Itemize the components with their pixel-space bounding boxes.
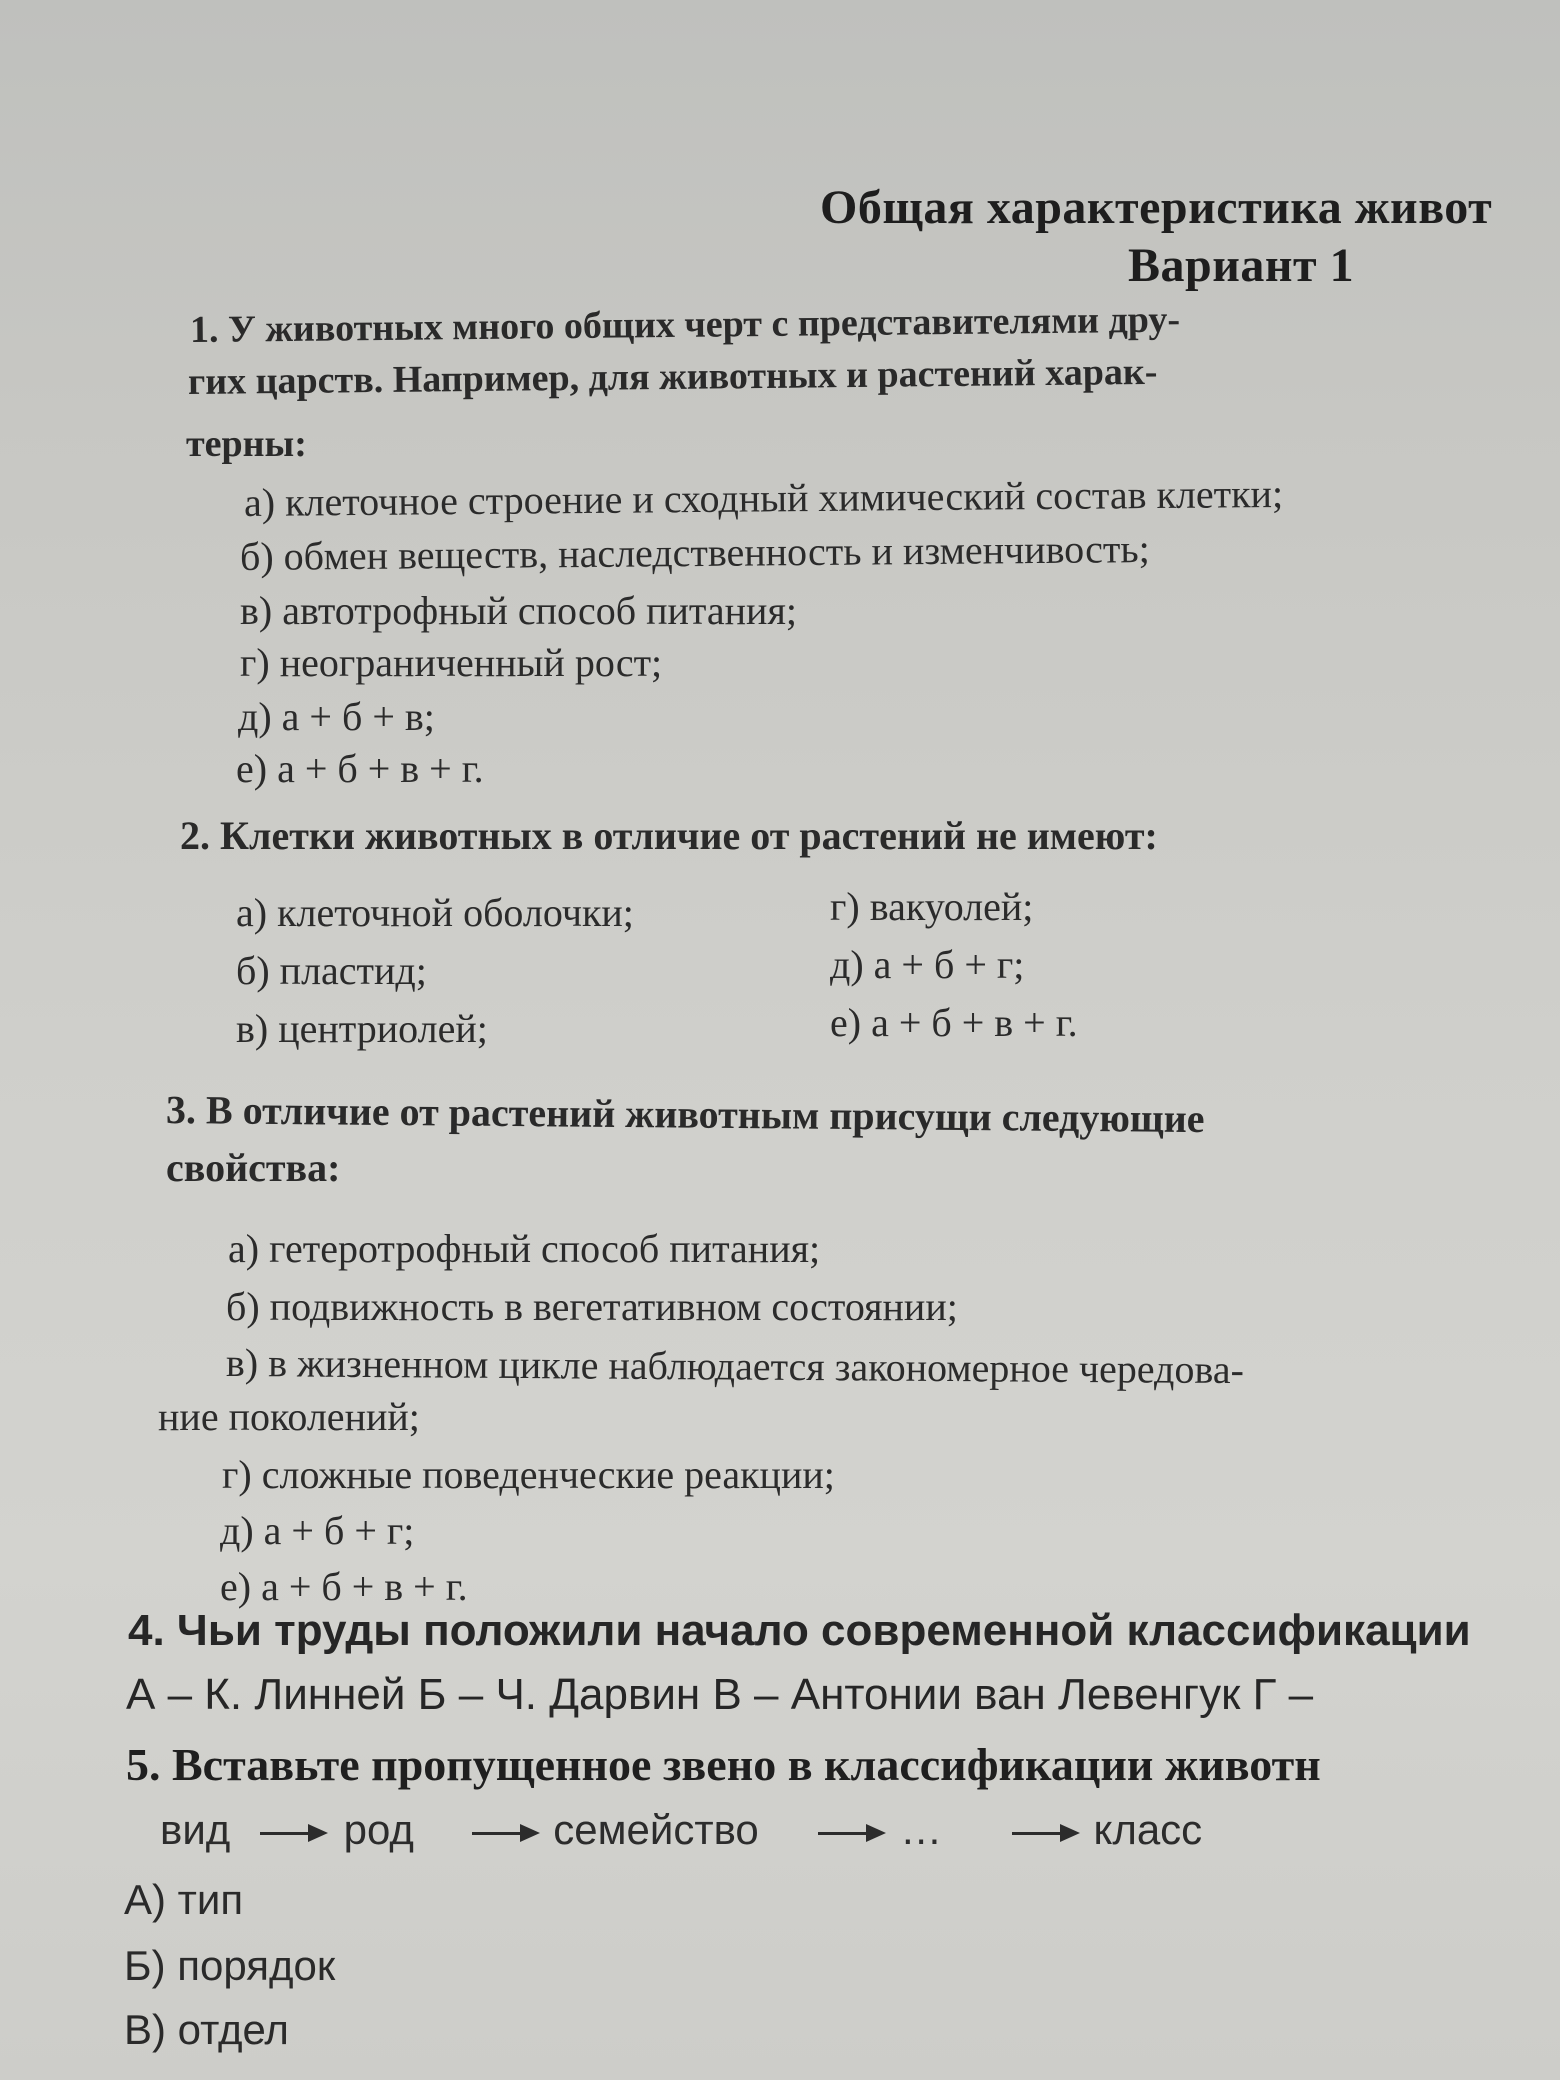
question-5-option-c: В) отдел: [124, 2006, 289, 2053]
question-1-option-b: б) обмен веществ, наследственность и изменчивость;: [239, 526, 1150, 579]
question-4-text-content: 4. Чьи труды положили начало современной классификации: [128, 1606, 1471, 1655]
classification-chain: [160, 1806, 1202, 1854]
question-3-option-d: г) сложные поведенческие реакции;: [222, 1452, 835, 1497]
chain-item-species: вид: [160, 1806, 231, 1853]
chain-arrow-icon: [260, 1823, 330, 1843]
chain-arrow-icon: [818, 1823, 888, 1843]
chain-item-family: семейство: [553, 1806, 759, 1853]
question-5-option-b: Б) порядок: [124, 1942, 336, 1989]
question-2-text: 2. Клетки животных в отличие от растений не имеют:: [180, 813, 1158, 858]
question-1-line-1: 1. У животных много общих черт с представителями дру-: [189, 298, 1181, 351]
question-3-line-2: свойства:: [166, 1145, 341, 1190]
question-3-option-c-line-1: в) в жизненном цикле наблюдается закономерное чередова-: [225, 1340, 1245, 1393]
chain-arrow-icon: [1012, 1823, 1082, 1843]
question-2-option-f: е) а + б + в + г.: [830, 1000, 1078, 1045]
question-2-option-d: г) вакуолей;: [830, 884, 1034, 929]
question-1-option-f: е) а + б + в + г.: [236, 746, 484, 791]
chain-arrow-icon: [472, 1823, 542, 1843]
question-1-line-3: терны:: [186, 423, 307, 465]
question-3-option-f: е) а + б + в + г.: [220, 1564, 468, 1609]
question-1-option-e: д) а + б + в;: [238, 694, 435, 739]
question-1-option-c: в) автотрофный способ питания;: [240, 588, 797, 633]
chain-item-class: класс: [1093, 1806, 1203, 1853]
chain-item-genus: род: [343, 1806, 414, 1853]
chain-item-missing: …: [900, 1806, 943, 1853]
question-3-option-a: а) гетеротрофный способ питания;: [228, 1226, 821, 1271]
question-4-text: [128, 1606, 1471, 1656]
question-5-text: 5. Вставьте пропущенное звено в классификации животн: [126, 1739, 1321, 1790]
question-3-option-b: б) подвижность в вегетативном состоянии;: [226, 1284, 958, 1329]
question-3-option-e: д) а + б + г;: [220, 1508, 415, 1553]
question-2-option-e: д) а + б + г;: [830, 942, 1025, 987]
question-5-option-a: А) тип: [124, 1876, 244, 1923]
question-1-option-d: г) неограниченный рост;: [240, 640, 663, 685]
question-4-answers: А – К. Линней Б – Ч. Дарвин В – Антонии ван Левенгук Г –: [126, 1670, 1314, 1719]
question-2-option-a: а) клеточной оболочки;: [236, 890, 634, 935]
variant-label: Вариант 1: [1128, 239, 1355, 292]
question-2-option-b: б) пластид;: [236, 948, 427, 993]
question-1-option-a: а) клеточное строение и сходный химический состав клетки;: [243, 470, 1284, 525]
question-1-line-2: гих царств. Например, для животных и растений харак-: [187, 350, 1158, 403]
worksheet-title: Общая характеристика живот: [820, 181, 1493, 234]
question-2-option-c: в) центриолей;: [236, 1006, 488, 1051]
question-3-option-c-line-2: ние поколений;: [158, 1394, 420, 1439]
question-3-line-1: 3. В отличие от растений животным присущи следующие: [165, 1087, 1205, 1142]
